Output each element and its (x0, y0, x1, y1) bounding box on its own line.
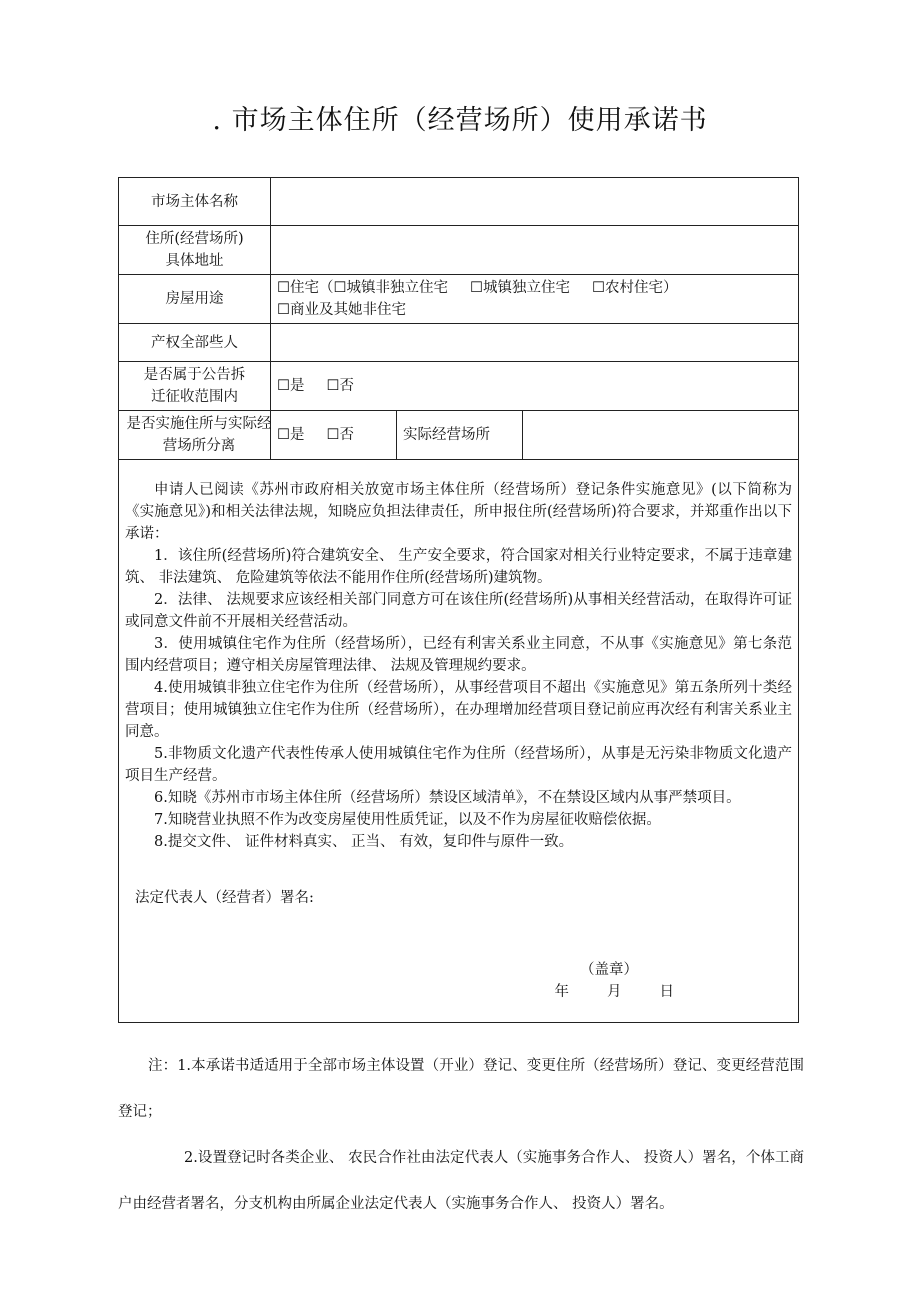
usage-label: 房屋用途 (119, 275, 271, 324)
pledge-item-1: 1．该住所(经营场所)符合建筑安全、 生产安全要求，符合国家对相关行业特定要求，不属于违章建筑、 非法建筑、 危险建筑等依法不能用作住所(经营场所)建筑物。 (125, 548, 793, 586)
actual-place-field[interactable] (523, 411, 799, 460)
separation-no-checkbox[interactable]: ☐否 (326, 427, 354, 443)
pledge-item-3: 3．使用城镇住宅作为住所（经营场所），已经有利害关系业主同意，不从事《实施意见》第七条范围内经营项目；遵守相关房屋管理法律、 法规及管理规约要求。 (125, 636, 793, 674)
row-entity-name (119, 178, 799, 226)
separation-yes-checkbox[interactable]: ☐是 (277, 427, 305, 443)
row-address (119, 226, 799, 275)
demolition-options (271, 362, 799, 411)
date-day: 日 (659, 984, 675, 1000)
separation-label: 是否实施住所与实际经营场所分离 (119, 411, 271, 460)
pledge-item-7: 7.知晓营业执照不作为改变房屋使用性质凭证，以及不作为房屋征收赔偿依据。 (154, 812, 661, 828)
demolition-yes-checkbox[interactable]: ☐是 (277, 378, 305, 394)
pledge-item-6: 6.知晓《苏州市市场主体住所（经营场所）禁设区域清单》，不在禁设区域内从事严禁项目。 (154, 790, 741, 806)
pledge-intro: 申请人已阅读《苏州市政府相关放宽市场主体住所（经营场所）登记条件实施意见》(以下简称为《实施意见》)和相关法律法规，知晓应负担法律责任，所申报住所(经营场所)符合要求，并郑重作出以下承诺： (125, 482, 793, 542)
row-pledge (119, 460, 799, 1023)
separation-options (271, 411, 397, 460)
row-separation (119, 411, 799, 460)
pledge-item-4: 4.使用城镇非独立住宅作为住所（经营场所），从事经营项目不超出《实施意见》第五条所列十类经营项目；使用城镇独立住宅作为住所（经营场所），在办理增加经营项目登记前应再次经有利害关系业主同意。 (125, 680, 793, 740)
pledge-item-5: 5.非物质文化遗产代表性传承人使用城镇住宅作为住所（经营场所），从事是无污染非物质文化遗产项目生产经营。 (125, 746, 793, 784)
address-label: 住所(经营场所)具体地址 (119, 226, 271, 275)
row-demolition (119, 362, 799, 411)
page-title: . 市场主体住所（经营场所）使用承诺书 (212, 105, 708, 136)
demolition-no-checkbox[interactable]: ☐否 (326, 378, 354, 394)
row-usage (119, 275, 799, 324)
usage-option-residential[interactable]: ☐住宅（☐城镇非独立住宅 (277, 280, 448, 296)
note-1: 注：1.本承诺书适适用于全部市场主体设置（开业）登记、变更住所（经营场所）登记、变更经营范围登记； (118, 1058, 804, 1120)
pledge-item-8: 8.提交文件、 证件材料真实、 正当、 有效，复印件与原件一致。 (154, 834, 574, 850)
seal-label: （盖章） (580, 962, 639, 978)
signature-label: 法定代表人（经营者）署名: (135, 890, 314, 906)
date-year: 年 (554, 984, 570, 1000)
pledge-text-block (119, 460, 799, 1023)
owner-label: 产权全部些人 (119, 324, 271, 362)
usage-option-town-independent[interactable]: ☐城镇独立住宅 (470, 280, 570, 296)
date-month: 月 (607, 984, 622, 1000)
entity-name-field[interactable] (271, 178, 799, 226)
entity-name-label: 市场主体名称 (119, 178, 271, 226)
usage-options (271, 275, 799, 324)
usage-option-rural[interactable]: ☐农村住宅） (592, 280, 678, 296)
date-line (125, 981, 792, 1003)
owner-field[interactable] (271, 324, 799, 362)
row-owner (119, 324, 799, 362)
actual-place-label: 实际经营场所 (397, 411, 523, 460)
address-field[interactable] (271, 226, 799, 275)
notes-section (118, 1043, 804, 1227)
note-2: 2.设置登记时各类企业、 农民合作社由法定代表人（实施事务合作人、 投资人）署名，个体工商户由经营者署名，分支机构由所属企业法定代表人（实施事务合作人、 投资人）署名。 (118, 1150, 804, 1212)
usage-option-commercial[interactable]: ☐商业及其她非住宅 (277, 302, 406, 318)
pledge-form-table (118, 177, 799, 1023)
pledge-item-2: 2．法律、 法规要求应该经相关部门同意方可在该住所(经营场所)从事相关经营活动，在取得许可证或同意文件前不开展相关经营活动。 (125, 592, 793, 630)
demolition-label: 是否属于公告拆迁征收范围内 (119, 362, 271, 411)
